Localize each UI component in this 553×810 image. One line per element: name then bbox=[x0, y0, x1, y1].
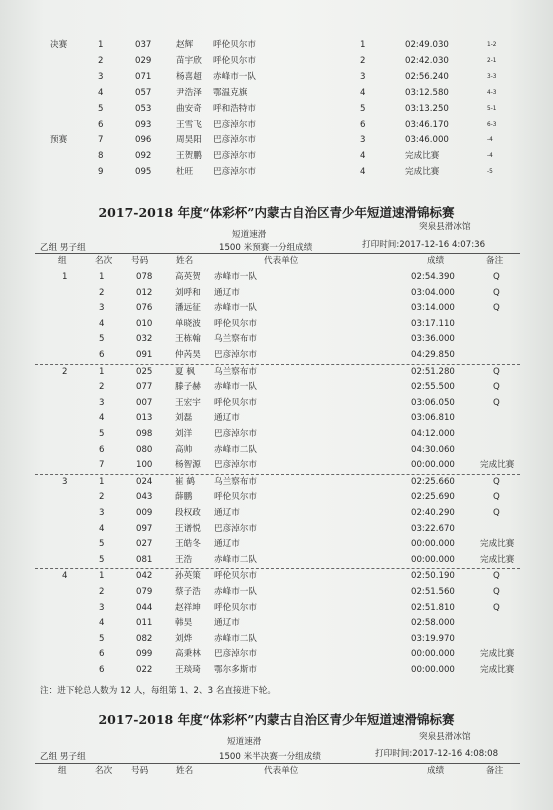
header-result: 成绩 bbox=[427, 766, 445, 776]
time-cell: 00:00.000 bbox=[411, 665, 455, 675]
rank-cell: 4 bbox=[99, 318, 105, 329]
name-cell: 崔 鹤 bbox=[175, 476, 195, 487]
rank-cell: 5 bbox=[99, 554, 105, 565]
note-cell: 完成比赛 bbox=[480, 554, 515, 565]
note-cell: Q bbox=[493, 587, 500, 597]
number-cell: 025 bbox=[136, 366, 153, 377]
rank-cell: 1 bbox=[99, 571, 105, 582]
header-result: 成绩 bbox=[427, 256, 445, 266]
number-cell: 022 bbox=[136, 665, 153, 675]
name-cell: 杜旺 bbox=[176, 167, 194, 178]
header-rule-2 bbox=[35, 763, 520, 764]
number-cell: 007 bbox=[136, 397, 153, 408]
number-cell: 079 bbox=[136, 587, 153, 597]
unit-cell: 赤峰市二队 bbox=[214, 554, 257, 565]
time-cell: 02:50.190 bbox=[411, 571, 455, 582]
header-unit: 代表单位 bbox=[264, 766, 299, 776]
rank-cell: 4 bbox=[98, 87, 104, 98]
number-cell: 011 bbox=[136, 618, 153, 629]
rank-cell: 5 bbox=[99, 539, 105, 550]
rank-cell: 6 bbox=[99, 350, 105, 360]
unit-cell: 乌兰察布市 bbox=[214, 476, 257, 487]
lane-cell: 4 bbox=[360, 87, 366, 98]
name-cell: 王贺鹏 bbox=[176, 151, 202, 162]
group-label: 预赛 bbox=[50, 135, 68, 146]
sport-label: 短道速滑 bbox=[232, 230, 267, 240]
unit-cell: 巴彦淖尔市 bbox=[214, 649, 257, 660]
number-cell: 042 bbox=[136, 571, 153, 582]
note-cell: 1-2 bbox=[487, 42, 497, 48]
rank-cell: 8 bbox=[98, 151, 104, 162]
number-cell: 100 bbox=[136, 460, 153, 471]
name-cell: 孙英策 bbox=[175, 571, 201, 582]
rank-cell: 3 bbox=[99, 602, 105, 613]
number-cell: 032 bbox=[136, 334, 153, 345]
header-group: 组 bbox=[58, 766, 67, 776]
number-cell: 013 bbox=[136, 413, 153, 424]
unit-cell: 鄂温克旗 bbox=[213, 87, 248, 98]
unit-cell: 赤峰市一队 bbox=[214, 303, 257, 314]
time-cell: 00:00.000 bbox=[411, 649, 455, 660]
header-rank: 名次 bbox=[95, 256, 113, 266]
rank-cell: 6 bbox=[99, 649, 105, 660]
note-cell: 5-1 bbox=[487, 105, 497, 112]
group-divider bbox=[35, 474, 520, 475]
time-cell: 02:51.560 bbox=[411, 587, 455, 597]
time-cell: 03:36.000 bbox=[411, 334, 455, 345]
lane-cell: 1 bbox=[360, 40, 366, 50]
lane-cell: 3 bbox=[360, 71, 366, 82]
time-cell: 03:46.000 bbox=[405, 135, 449, 146]
rank-cell: 5 bbox=[99, 429, 105, 439]
unit-cell: 巴彦淖尔市 bbox=[214, 460, 257, 471]
number-cell: 029 bbox=[135, 55, 152, 66]
time-cell: 02:49.030 bbox=[405, 40, 449, 50]
name-cell: 刘烨 bbox=[175, 633, 193, 644]
time-cell: 04:12.000 bbox=[411, 429, 455, 439]
number-cell: 010 bbox=[136, 318, 153, 329]
unit-cell: 呼伦贝尔市 bbox=[213, 55, 256, 66]
unit-cell: 呼伦贝尔市 bbox=[214, 318, 257, 329]
time-cell: 02:42.030 bbox=[405, 55, 449, 66]
rank-cell: 1 bbox=[98, 40, 104, 50]
note-cell: 完成比赛 bbox=[480, 539, 515, 550]
unit-cell: 乌兰察布市 bbox=[214, 334, 257, 345]
number-cell: 082 bbox=[136, 633, 153, 644]
name-cell: 刘呼和 bbox=[175, 287, 201, 298]
name-cell: 夏 枫 bbox=[175, 366, 195, 377]
name-cell: 高秉林 bbox=[175, 649, 201, 660]
number-cell: 091 bbox=[136, 350, 153, 360]
time-cell: 02:54.390 bbox=[411, 272, 455, 282]
time-cell: 00:00.000 bbox=[411, 554, 455, 565]
number-cell: 057 bbox=[135, 87, 152, 98]
rank-cell: 6 bbox=[98, 119, 104, 130]
header-no: 号码 bbox=[131, 256, 149, 266]
number-cell: 024 bbox=[136, 476, 153, 487]
unit-cell: 赤峰市一队 bbox=[213, 71, 256, 82]
print-time-2: 打印时间:2017-12-16 4:08:08 bbox=[375, 749, 499, 759]
venue-label-2: 突泉县滑冰馆 bbox=[419, 732, 471, 742]
unit-cell: 巴彦淖尔市 bbox=[213, 135, 256, 146]
name-cell: 尹浩泽 bbox=[176, 87, 202, 98]
lane-cell: 3 bbox=[360, 135, 366, 146]
note-cell: Q bbox=[493, 492, 500, 503]
note-cell: Q bbox=[493, 303, 500, 314]
unit-cell: 鄂尔多斯市 bbox=[214, 665, 257, 675]
group-divider bbox=[35, 568, 520, 569]
note-cell: Q bbox=[493, 272, 500, 282]
number-cell: 077 bbox=[136, 382, 153, 393]
time-cell: 02:55.500 bbox=[411, 382, 455, 393]
unit-cell: 巴彦淖尔市 bbox=[214, 429, 257, 439]
unit-cell: 呼伦贝尔市 bbox=[214, 492, 257, 503]
unit-cell: 通辽市 bbox=[214, 618, 240, 629]
name-cell: 蔡子浩 bbox=[175, 587, 201, 597]
rank-cell: 2 bbox=[99, 287, 105, 298]
lane-cell: 2 bbox=[360, 55, 366, 66]
rank-cell: 5 bbox=[99, 633, 105, 644]
number-cell: 092 bbox=[135, 151, 152, 162]
name-cell: 王雪飞 bbox=[176, 119, 202, 130]
time-cell: 03:12.580 bbox=[405, 87, 449, 98]
name-cell: 杨智源 bbox=[175, 460, 201, 471]
heat-number: 4 bbox=[62, 571, 68, 582]
unit-cell: 赤峰市二队 bbox=[214, 444, 257, 455]
name-cell: 王浩 bbox=[175, 554, 193, 565]
unit-cell: 赤峰市一队 bbox=[214, 587, 257, 597]
number-cell: 080 bbox=[136, 444, 153, 455]
name-cell: 杨喜超 bbox=[176, 71, 202, 82]
page-title-2: 2017-2018 年度“体彩杯”内蒙古自治区青少年短道速滑锦标赛 bbox=[98, 712, 455, 727]
unit-cell: 通辽市 bbox=[214, 508, 240, 518]
rank-cell: 5 bbox=[99, 334, 105, 345]
note-cell: 完成比赛 bbox=[480, 665, 515, 675]
rank-cell: 4 bbox=[99, 413, 105, 424]
unit-cell: 巴彦淖尔市 bbox=[213, 151, 256, 162]
note-cell: Q bbox=[493, 476, 500, 487]
rank-cell: 6 bbox=[99, 444, 105, 455]
time-cell: 02:51.280 bbox=[411, 366, 455, 377]
unit-cell: 巴彦淖尔市 bbox=[214, 350, 257, 360]
name-cell: 高帅 bbox=[175, 444, 193, 455]
number-cell: 012 bbox=[136, 287, 153, 298]
note-cell: Q bbox=[493, 382, 500, 393]
name-cell: 王宏宇 bbox=[175, 397, 201, 408]
header-unit: 代表单位 bbox=[264, 256, 299, 266]
name-cell: 滕子赫 bbox=[175, 382, 201, 393]
header-note: 备注 bbox=[486, 256, 504, 266]
time-cell: 03:06.050 bbox=[411, 397, 455, 408]
name-cell: 赵辉 bbox=[176, 40, 194, 50]
time-cell: 02:40.290 bbox=[411, 508, 455, 518]
rank-cell: 3 bbox=[98, 71, 104, 82]
time-cell: 03:06.810 bbox=[411, 413, 455, 424]
rank-cell: 2 bbox=[99, 382, 105, 393]
group-label-2: 乙组 男子组 bbox=[40, 752, 86, 762]
time-cell: 04:29.850 bbox=[411, 350, 455, 360]
rank-cell: 2 bbox=[99, 492, 105, 503]
unit-cell: 呼伦贝尔市 bbox=[214, 397, 257, 408]
name-cell: 刘洋 bbox=[175, 429, 193, 439]
unit-cell: 赤峰市一队 bbox=[214, 382, 257, 393]
unit-cell: 呼伦贝尔市 bbox=[213, 40, 256, 50]
note-cell: Q bbox=[493, 366, 500, 377]
note-cell: Q bbox=[493, 508, 500, 518]
rank-cell: 5 bbox=[98, 103, 104, 114]
header-group: 组 bbox=[58, 256, 67, 266]
note-cell: 完成比赛 bbox=[480, 649, 515, 660]
event-label: 1500 米预赛一分组成绩 bbox=[219, 243, 313, 253]
rank-cell: 7 bbox=[99, 460, 105, 471]
group-label: 乙组 男子组 bbox=[40, 243, 86, 253]
header-name: 姓名 bbox=[176, 766, 194, 776]
unit-cell: 通辽市 bbox=[214, 539, 240, 550]
name-cell: 韩昊 bbox=[175, 618, 193, 629]
note-cell: -4 bbox=[487, 137, 493, 144]
name-cell: 刘磊 bbox=[175, 413, 193, 424]
number-cell: 078 bbox=[136, 272, 153, 282]
heat-number: 1 bbox=[62, 272, 68, 282]
note-cell: 6-3 bbox=[487, 121, 497, 128]
unit-cell: 通辽市 bbox=[214, 413, 240, 424]
header-name: 姓名 bbox=[176, 256, 194, 266]
group-label: 决赛 bbox=[50, 40, 68, 50]
time-cell: 00:00.000 bbox=[411, 539, 455, 550]
number-cell: 099 bbox=[136, 649, 153, 660]
rank-cell: 1 bbox=[99, 476, 105, 487]
number-cell: 097 bbox=[136, 523, 153, 534]
lane-cell: 4 bbox=[360, 151, 366, 162]
name-cell: 高英贺 bbox=[175, 272, 201, 282]
number-cell: 037 bbox=[135, 40, 152, 50]
time-cell: 03:17.110 bbox=[411, 318, 455, 329]
note-cell: Q bbox=[493, 287, 500, 298]
rank-cell: 3 bbox=[99, 508, 105, 518]
note-cell: 3-3 bbox=[487, 73, 497, 80]
name-cell: 王皓冬 bbox=[175, 539, 201, 550]
unit-cell: 呼伦贝尔市 bbox=[214, 571, 257, 582]
unit-cell: 巴彦淖尔市 bbox=[213, 119, 256, 130]
time-cell: 00:00.000 bbox=[411, 460, 455, 471]
name-cell: 赵祥坤 bbox=[175, 602, 201, 613]
number-cell: 009 bbox=[136, 508, 153, 518]
heat-number: 2 bbox=[62, 366, 68, 377]
name-cell: 周昊阳 bbox=[176, 135, 202, 146]
lane-cell: 4 bbox=[360, 167, 366, 178]
note-cell: -4 bbox=[487, 153, 493, 160]
time-cell: 02:25.660 bbox=[411, 476, 455, 487]
note-cell: -5 bbox=[487, 169, 493, 176]
time-cell: 03:46.170 bbox=[405, 119, 449, 130]
unit-cell: 赤峰市二队 bbox=[214, 633, 257, 644]
number-cell: 053 bbox=[135, 103, 152, 114]
number-cell: 081 bbox=[136, 554, 153, 565]
time-cell: 03:22.670 bbox=[411, 523, 455, 534]
number-cell: 044 bbox=[136, 602, 153, 613]
note-cell: Q bbox=[493, 602, 500, 613]
footnote: 注：进下轮总人数为 12 人，每组第 1、2、3 名直接进下轮。 bbox=[40, 686, 276, 696]
number-cell: 043 bbox=[136, 492, 153, 503]
unit-cell: 通辽市 bbox=[214, 287, 240, 298]
header-no: 号码 bbox=[131, 766, 149, 776]
unit-cell: 呼和浩特市 bbox=[213, 103, 256, 114]
time-cell: 02:56.240 bbox=[405, 71, 449, 82]
header-rule bbox=[35, 253, 520, 254]
rank-cell: 6 bbox=[99, 665, 105, 675]
name-cell: 王栋翰 bbox=[175, 334, 201, 345]
note-cell: Q bbox=[493, 571, 500, 582]
rank-cell: 1 bbox=[99, 366, 105, 377]
time-cell: 03:19.970 bbox=[411, 633, 455, 644]
time-cell: 02:25.690 bbox=[411, 492, 455, 503]
number-cell: 071 bbox=[135, 71, 152, 82]
rank-cell: 3 bbox=[99, 397, 105, 408]
rank-cell: 2 bbox=[98, 55, 104, 66]
note-cell: 2-1 bbox=[487, 57, 497, 64]
rank-cell: 4 bbox=[99, 618, 105, 629]
number-cell: 098 bbox=[136, 429, 153, 439]
time-cell: 04:30.060 bbox=[411, 444, 455, 455]
rank-cell: 3 bbox=[99, 303, 105, 314]
name-cell: 薛鹏 bbox=[175, 492, 193, 503]
rank-cell: 4 bbox=[99, 523, 105, 534]
unit-cell: 乌兰察布市 bbox=[214, 366, 257, 377]
number-cell: 095 bbox=[135, 167, 152, 178]
lane-cell: 6 bbox=[360, 119, 366, 130]
lane-cell: 5 bbox=[360, 103, 366, 114]
time-cell: 02:51.810 bbox=[411, 602, 455, 613]
time-cell: 完成比赛 bbox=[405, 151, 440, 162]
name-cell: 曲安奇 bbox=[176, 103, 202, 114]
header-note: 备注 bbox=[486, 766, 504, 776]
number-cell: 093 bbox=[135, 119, 152, 130]
name-cell: 段权政 bbox=[175, 508, 201, 518]
time-cell: 02:58.000 bbox=[411, 618, 455, 629]
sport-label-2: 短道速滑 bbox=[227, 737, 262, 747]
rank-cell: 7 bbox=[98, 135, 104, 146]
name-cell: 单晓波 bbox=[175, 318, 201, 329]
name-cell: 仲芮昊 bbox=[175, 350, 201, 360]
name-cell: 王谱悦 bbox=[175, 523, 201, 534]
group-divider bbox=[35, 364, 520, 365]
note-cell: 完成比赛 bbox=[480, 460, 515, 471]
unit-cell: 巴彦淖尔市 bbox=[213, 167, 256, 178]
number-cell: 096 bbox=[135, 135, 152, 146]
print-time: 打印时间:2017-12-16 4:07:36 bbox=[362, 240, 486, 250]
number-cell: 027 bbox=[136, 539, 153, 550]
unit-cell: 赤峰市一队 bbox=[214, 272, 257, 282]
note-cell: 4-3 bbox=[487, 89, 497, 96]
time-cell: 03:13.250 bbox=[405, 103, 449, 114]
rank-cell: 2 bbox=[99, 587, 105, 597]
time-cell: 03:14.000 bbox=[411, 303, 455, 314]
unit-cell: 巴彦淖尔市 bbox=[214, 523, 257, 534]
rank-cell: 9 bbox=[98, 167, 104, 178]
name-cell: 潘远征 bbox=[175, 303, 201, 314]
number-cell: 076 bbox=[136, 303, 153, 314]
time-cell: 完成比赛 bbox=[405, 167, 440, 178]
header-rank: 名次 bbox=[95, 766, 113, 776]
name-cell: 王琰琦 bbox=[175, 665, 201, 675]
note-cell: Q bbox=[493, 397, 500, 408]
event-label-2: 1500 米半决赛一分组成绩 bbox=[219, 752, 321, 762]
rank-cell: 1 bbox=[99, 272, 105, 282]
page-title: 2017-2018 年度“体彩杯”内蒙古自治区青少年短道速滑锦标赛 bbox=[98, 205, 455, 220]
unit-cell: 呼伦贝尔市 bbox=[214, 602, 257, 613]
venue-label: 突泉县滑冰馆 bbox=[419, 222, 471, 232]
time-cell: 03:04.000 bbox=[411, 287, 455, 298]
heat-number: 3 bbox=[62, 476, 68, 487]
name-cell: 苗宇欣 bbox=[176, 55, 202, 66]
